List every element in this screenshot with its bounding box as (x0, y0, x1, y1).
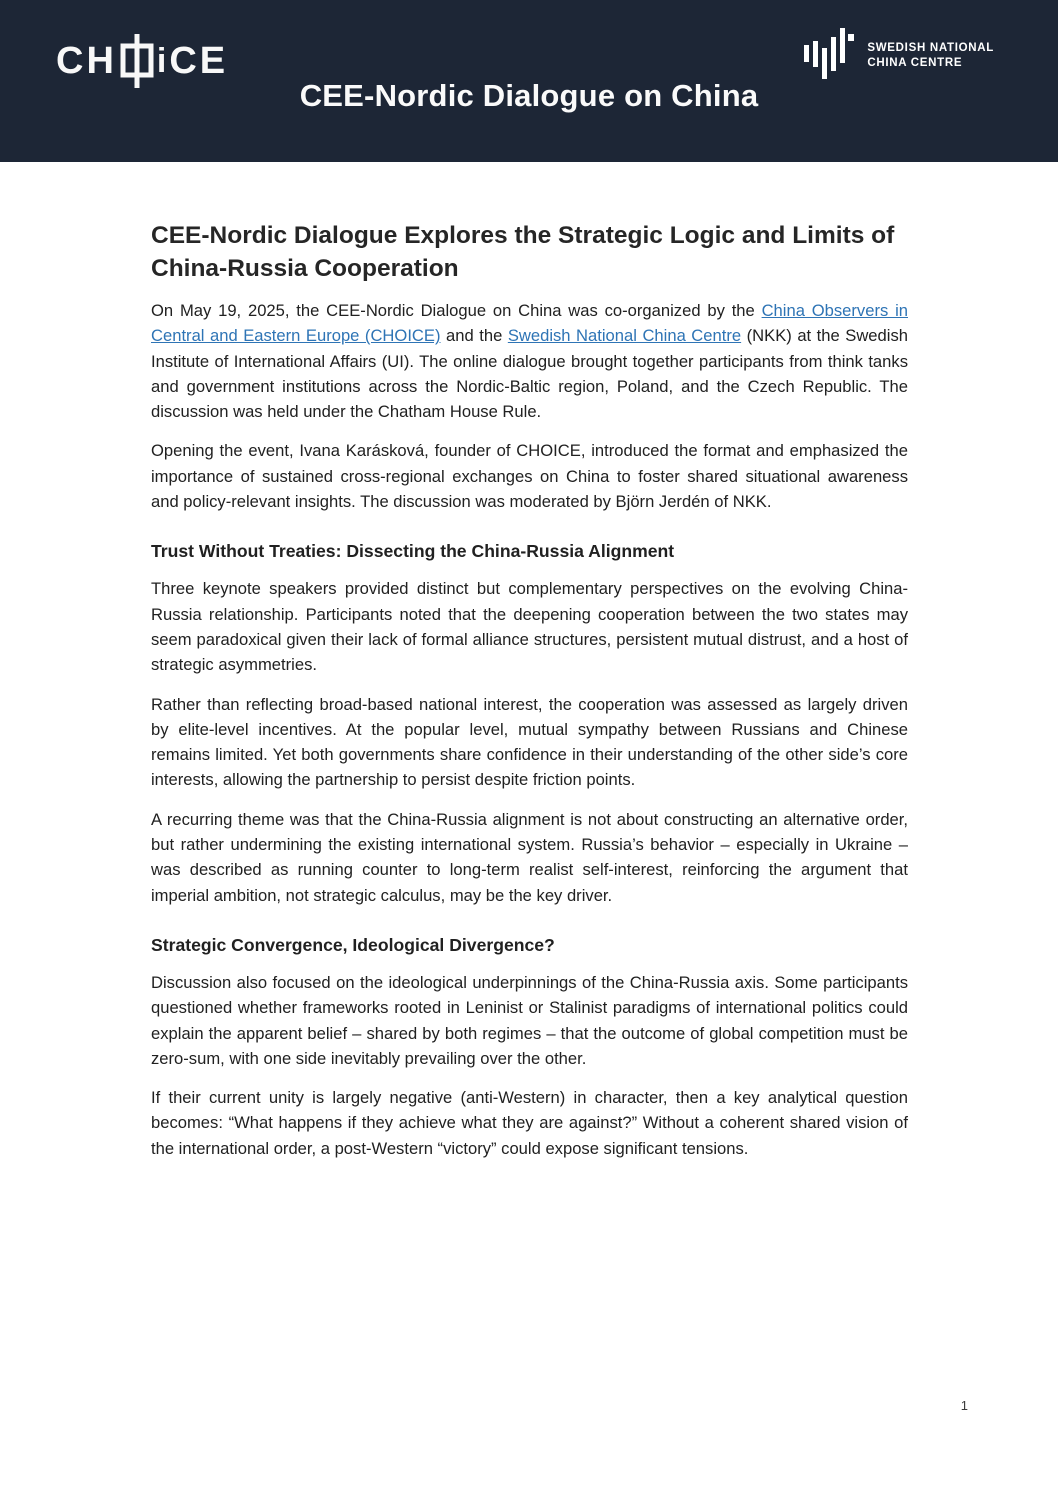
header-banner (0, 0, 1058, 162)
choice-logo-prefix: CH (56, 40, 117, 82)
paragraph: Discussion also focused on the ideological underpinnings of the China-Russia axis. Some participants questioned whether frameworks rooted in Leninist or Stalinist paradigms of international politics could explain the apparent belief – shared by both regimes – that the outcome of global competition must be zero-sum, with one side inevitably prevailing over the other. (151, 972, 908, 1068)
text-run: and the (440, 326, 508, 346)
text-run: On May 19, 2025, the CEE-Nordic Dialogue on China was co-organized by the (151, 301, 762, 320)
page-number: 1 (960, 1398, 968, 1413)
banner-title: CEE-Nordic Dialogue on China (299, 78, 759, 113)
paragraph: If their current unity is largely negative (anti-Western) in character, then a key analytical question becomes: “What happens if they achieve what they are against?” Without a coherent shared vision of the international order, a post-Western “victory” could expose significant tensions. (151, 1088, 908, 1158)
inline-link[interactable]: China Observers in Central and Eastern Europe (CHOICE) (151, 301, 908, 346)
opening-paragraph: Opening the event, Ivana Karásková, founder of CHOICE, introduced the format and emphasized the importance of sustained cross-regional exchanges on China to foster shared situational awareness and policy-relevant insights. The discussion was moderated by Björn Jerdén of NKK. (151, 441, 908, 512)
intro-paragraph (151, 298, 908, 424)
text-run: (NKK) at the Swedish Institute of International Affairs (UI). The online dialogue brought together participants from think tanks and government institutions across the Nordic-Baltic region, Poland, and the Czech Republic. The discussion was held under the Chatham House Rule. (151, 326, 908, 422)
article-title: CEE-Nordic Dialogue Explores the Strategic Logic and Limits of China-Russia Cooperation (151, 222, 895, 282)
article (151, 162, 908, 1175)
paragraph: A recurring theme was that the China-Russia alignment is not about constructing an alternative order, but rather undermining the existing international system. Russia’s behavior – especially in Ukraine – was described as running counter to long-term realist self-interest, reinforcing the argument that imperial ambition, not strategic calculus, may be the key driver. (151, 809, 908, 905)
choice-logo-i: i (156, 42, 170, 80)
inline-link[interactable]: Swedish National China Centre (507, 326, 742, 346)
paragraph: Three keynote speakers provided distinct but complementary perspectives on the evolving China-Russia relationship. Participants noted that the deepening cooperation between the two states may seem paradoxical given their lack of formal alliance structures, persistent mutual distrust, and a host of strategic asymmetries. (151, 579, 908, 675)
section-heading-trust-without-treaties: Trust Without Treaties: Dissecting the China-Russia Alignment (151, 541, 675, 562)
sncc-logo-text (867, 41, 994, 71)
section-heading-strategic-convergence: Strategic Convergence, Ideological Divergence? (151, 934, 555, 955)
sncc-logo-line1: SWEDISH NATIONAL (867, 42, 994, 54)
sncc-logo-line2: CHINA CENTRE (867, 57, 963, 69)
paragraph: Rather than reflecting broad-based national interest, the cooperation was assessed as largely driven by elite-level incentives. At the popular level, mutual sympathy between Russians and Chinese remains limited. Yet both governments share confidence in their understanding of the other side’s core interests, allowing the partnership to persist despite friction points. (151, 694, 908, 790)
sncc-bars-icon (804, 28, 856, 84)
sncc-logo (804, 28, 994, 84)
choice-logo-suffix: CE (169, 40, 229, 82)
